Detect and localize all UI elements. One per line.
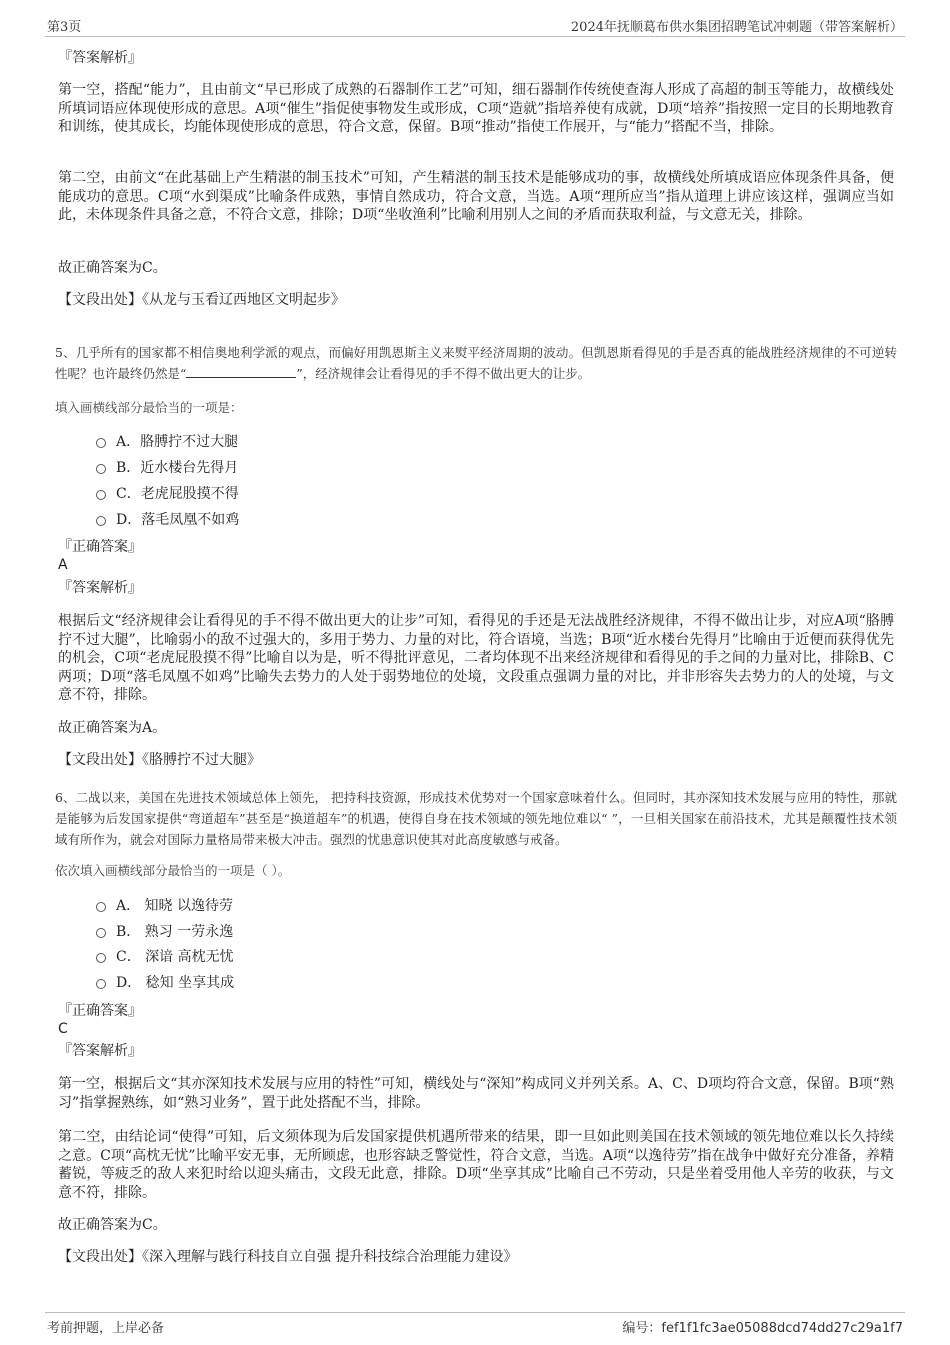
radio-icon[interactable] [96,490,106,500]
correct-answer-label: 『正确答案』 [58,539,142,555]
q4-conclusion: 故正确答案为C。 [58,260,167,276]
q5-conclusion: 故正确答案为A。 [58,720,167,736]
option-label: B．近水楼台先得月 [116,460,239,476]
q6-question-text: 6、二战以来，美国在先进技术领域总体上领先， 把持科技资源，形成技术优势对一个国家意味着什么。但同时，其亦深知技术发展与应用的特性，那就是能够为后发国家提供“弯道超车”甚至是“换道超车”的机遇，使得自身在技术领域的领先地位难以“ ”，一旦相关国家在前沿技术，尤其是颠覆性技术领域有所作为，就会对国际力量格局带来极大冲击。强烈的忧患意识使其对此高度敏感与戒备。 [55,790,897,847]
q5-blank [186,365,296,378]
radio-icon[interactable] [96,953,106,963]
q4-analysis-paragraph-1: 第一空，搭配“能力”，且由前文“早已形成了成熟的石器制作工艺”可知，细石器制作传统使查海人形成了高超的制玉等能力，故横线处所填词语应体现使形成的意思。A项“催生”指促使事物发生或形成，C项“造就”指培养使有成就，D项“培养”指按照一定目的长期地教育和训练，使其成长，均能体现使形成的意思，符合文意，保留。B项“推动”指使工作展开，与“能力”搭配不当，排除。 [58,82,894,135]
radio-icon[interactable] [96,902,106,912]
q5-question-text [55,342,897,384]
code-label: 编号： [622,1321,662,1336]
option-label: C． 深谙 高枕无忧 [116,949,234,965]
q5-option-c[interactable] [96,485,239,503]
code-value: fef1f1fc3ae05088dcd74dd27c29a1f7 [661,1321,903,1336]
page-footer [45,1312,905,1335]
q4-source: 【文段出处】《从龙与玉看辽西地区文明起步》 [58,292,345,308]
q6-analysis-paragraph-1: 第一空，根据后文“其亦深知技术发展与应用的特性”可知，横线处与“深知”构成同义并列关系。A、C、D项均符合文意，保留。B项“熟习”指掌握熟练，如“熟习业务”，置于此处搭配不当，排除。 [58,1076,894,1111]
q6-conclusion: 故正确答案为C。 [58,1217,167,1233]
q5-text-part-2: ”，经济规律会让看得见的手不得不做出更大的让步。 [296,366,591,381]
page-number: 第3页 [47,20,82,35]
q5-analysis-paragraph-1: 根据后文“经济规律会让看得见的手不得不做出更大的让步”可知，看得见的手还是无法战胜经济规律，不得不做出让步，对应A项“胳膊拧不过大腿”，比喻弱小的敌不过强大的，多用于势力、力量的对比，符合语境，当选；B项“近水楼台先得月”比喻由于近便而获得优先的机会，C项“老虎屁股摸不得”比喻自以为是，听不得批评意见，二者均体现不出来经济规律和看得见的手之间的力量对比，排除B、C两项；D项“落毛凤凰不如鸡”比喻失去势力的人处于弱势地位的处境，文段重点强调力量的对比，并非形容失去势力的人的处境，与文意不符，排除。 [58,613,894,703]
q6-option-c[interactable] [96,948,234,966]
q6-instruction: 依次填入画横线部分最恰当的一项是（ ）。 [55,863,291,878]
page-header [45,14,905,37]
radio-icon[interactable] [96,516,106,526]
radio-icon[interactable] [96,979,106,989]
correct-answer-label: 『正确答案』 [58,1003,142,1019]
q6-option-d[interactable] [96,974,234,992]
radio-icon[interactable] [96,928,106,938]
q6-analysis-paragraph-2: 第二空，由结论词“使得”可知，后文须体现为后发国家提供机遇所带来的结果，即一旦如此则美国在技术领域的领先地位难以长久持续之意。C项“高枕无忧”比喻平安无事，无所顾虑，也形容缺乏警觉性，符合文意，当选。A项“以逸待劳”指在战争中做好充分准备，养精蓄锐，等疲乏的敌人来犯时给以迎头痛击，文段无此意，排除。D项“坐享其成”比喻自己不劳动，只是坐着受用他人辛劳的收获，与文意不符，排除。 [58,1129,894,1201]
option-label: D．落毛凤凰不如鸡 [116,512,240,528]
option-label: D． 稔知 坐享其成 [116,975,235,991]
analysis-label: 『答案解析』 [58,50,142,66]
q6-source: 【文段出处】《深入理解与践行科技自立自强 提升科技综合治理能力建设》 [58,1249,518,1265]
q5-option-d[interactable] [96,511,239,529]
footer-slogan: 考前押题，上岸必备 [47,1321,165,1336]
radio-icon[interactable] [96,438,106,448]
analysis-label: 『答案解析』 [58,580,142,596]
q6-option-b[interactable] [96,923,233,941]
option-label: A． 知晓 以逸待劳 [116,898,234,914]
q6-answer: C [58,1021,68,1037]
q6-option-a[interactable] [96,897,233,915]
analysis-label: 『答案解析』 [58,1043,142,1059]
q5-answer: A [58,557,68,573]
q5-option-b[interactable] [96,459,238,477]
option-label: A．胳膊拧不过大腿 [116,434,239,450]
q4-analysis-paragraph-2: 第二空，由前文“在此基础上产生精湛的制玉技术”可知，产生精湛的制玉技术是能够成功的事，故横线处所填成语应体现条件具备，便能成功的意思。C项“水到渠成”比喻条件成熟，事情自然成功，符合文意，当选。A项“理所应当”指从道理上讲应该这样，强调应当如此，未体现条件具备之意，不符合文意，排除；D项“坐收渔利”比喻利用别人之间的矛盾而获取利益，与文意无关，排除。 [58,170,894,223]
document-title: 2024年抚顺葛布供水集团招聘笔试冲刺题（带答案解析） [570,20,903,35]
option-label: C．老虎屁股摸不得 [116,486,239,502]
q5-instruction: 填入画横线部分最恰当的一项是： [55,400,243,415]
radio-icon[interactable] [96,464,106,474]
option-label: B． 熟习 一劳永逸 [116,924,234,940]
q5-option-a[interactable] [96,433,238,451]
q5-source: 【文段出处】《胳膊拧不过大腿》 [58,752,261,768]
q5-text-part-1: 5、几乎所有的国家都不相信奥地利学派的观点，而偏好用凯恩斯主义来熨平经济周期的波动。但凯恩斯看得见的手是否真的能战胜经济规律的不可逆转性呢？也许最终仍然是“ [55,345,897,381]
document-code [622,1317,903,1336]
